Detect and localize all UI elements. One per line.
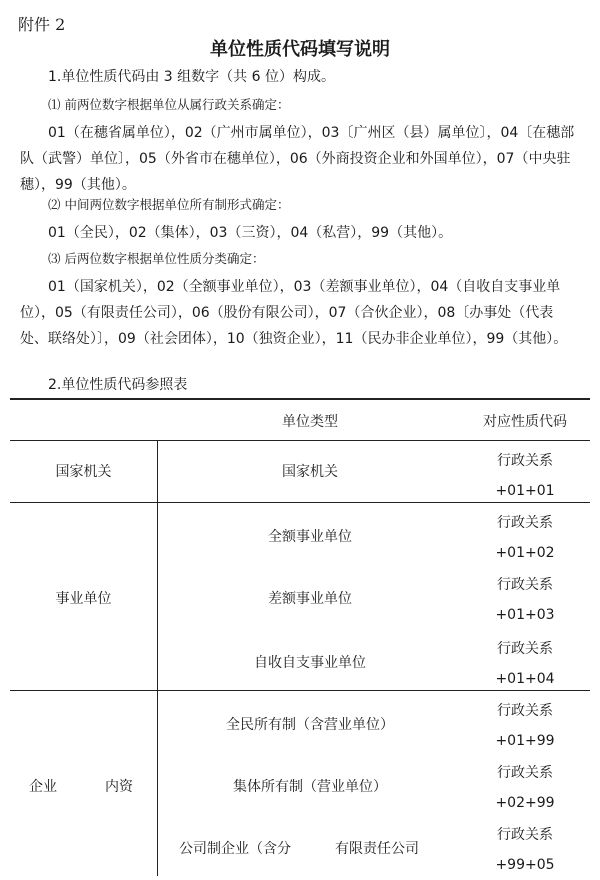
- category-sub-cell: 内资: [105, 779, 133, 795]
- body-3: 01（国家机关），02（全额事业单位），03（差额事业单位），04（自收自支事业单位），05（有限责任公司），06（股份有限公司），07（合伙企业），08〔办事处（代表处、联络处）〕，09（社会团体），10（独资企业），11（民办非企业单位），99（其他）。: [20, 279, 568, 347]
- category-cell: 事业单位: [55, 591, 112, 607]
- code-cell: 行政关系 +01+99: [495, 703, 555, 749]
- body-2: 01（全民），02（集体），03（三资），04（私营），99（其他）。: [48, 225, 453, 241]
- code-cell: 行政关系 +02+99: [495, 765, 555, 811]
- subtype-cell-b: 有限责任公司: [335, 841, 419, 857]
- category-cell: 企业: [29, 779, 57, 795]
- code-cell: 行政关系 +01+03: [495, 577, 555, 623]
- header-rule: [10, 440, 590, 441]
- subheading-3: ⑶ 后两位数字根据单位性质分类确定：: [48, 251, 265, 266]
- subtype-cell: 公司制企业（含分: [179, 841, 291, 857]
- paragraph-2: 2.单位性质代码参照表: [48, 377, 188, 393]
- category-cell: 国家机关: [55, 464, 112, 480]
- subtype-cell: 全额事业单位: [268, 529, 352, 545]
- attachment-label: 附件 2: [18, 15, 66, 34]
- code-cell: 行政关系 +01+01: [495, 453, 555, 499]
- subtype-cell: 集体所有制（营业单位）: [233, 779, 387, 795]
- subtype-cell: 差额事业单位: [268, 591, 352, 607]
- code-cell: 行政关系 +99+05: [495, 827, 555, 873]
- reference-table: [10, 398, 590, 876]
- subtype-cell: 自收自支事业单位: [254, 655, 366, 671]
- header-type: 单位类型: [282, 414, 338, 430]
- table-top-rule: [10, 398, 590, 400]
- document-title: 单位性质代码填写说明: [210, 39, 390, 60]
- code-cell: 行政关系 +01+04: [495, 641, 555, 687]
- subheading-1: ⑴ 前两位数字根据单位从属行政关系确定：: [48, 97, 290, 112]
- body-1: 01（在穗省属单位），02（广州市属单位），03〔广州区（县）属单位〕，04〔在穗部队（武警）单位〕，05（外省市在穗单位），06（外商投资企业和外国单位），07（中央驻穗），99（其他）。: [20, 125, 575, 193]
- column-divider: [157, 440, 158, 876]
- paragraph-1: 1.单位性质代码由 3 组数字（共 6 位）构成。: [48, 69, 335, 85]
- subheading-2: ⑵ 中间两位数字根据单位所有制形式确定：: [48, 197, 290, 212]
- header-code: 对应性质代码: [483, 414, 567, 430]
- code-cell: 行政关系 +01+02: [495, 515, 555, 561]
- subtype-cell: 全民所有制（含营业单位）: [226, 717, 394, 733]
- subtype-cell: 国家机关: [282, 464, 338, 480]
